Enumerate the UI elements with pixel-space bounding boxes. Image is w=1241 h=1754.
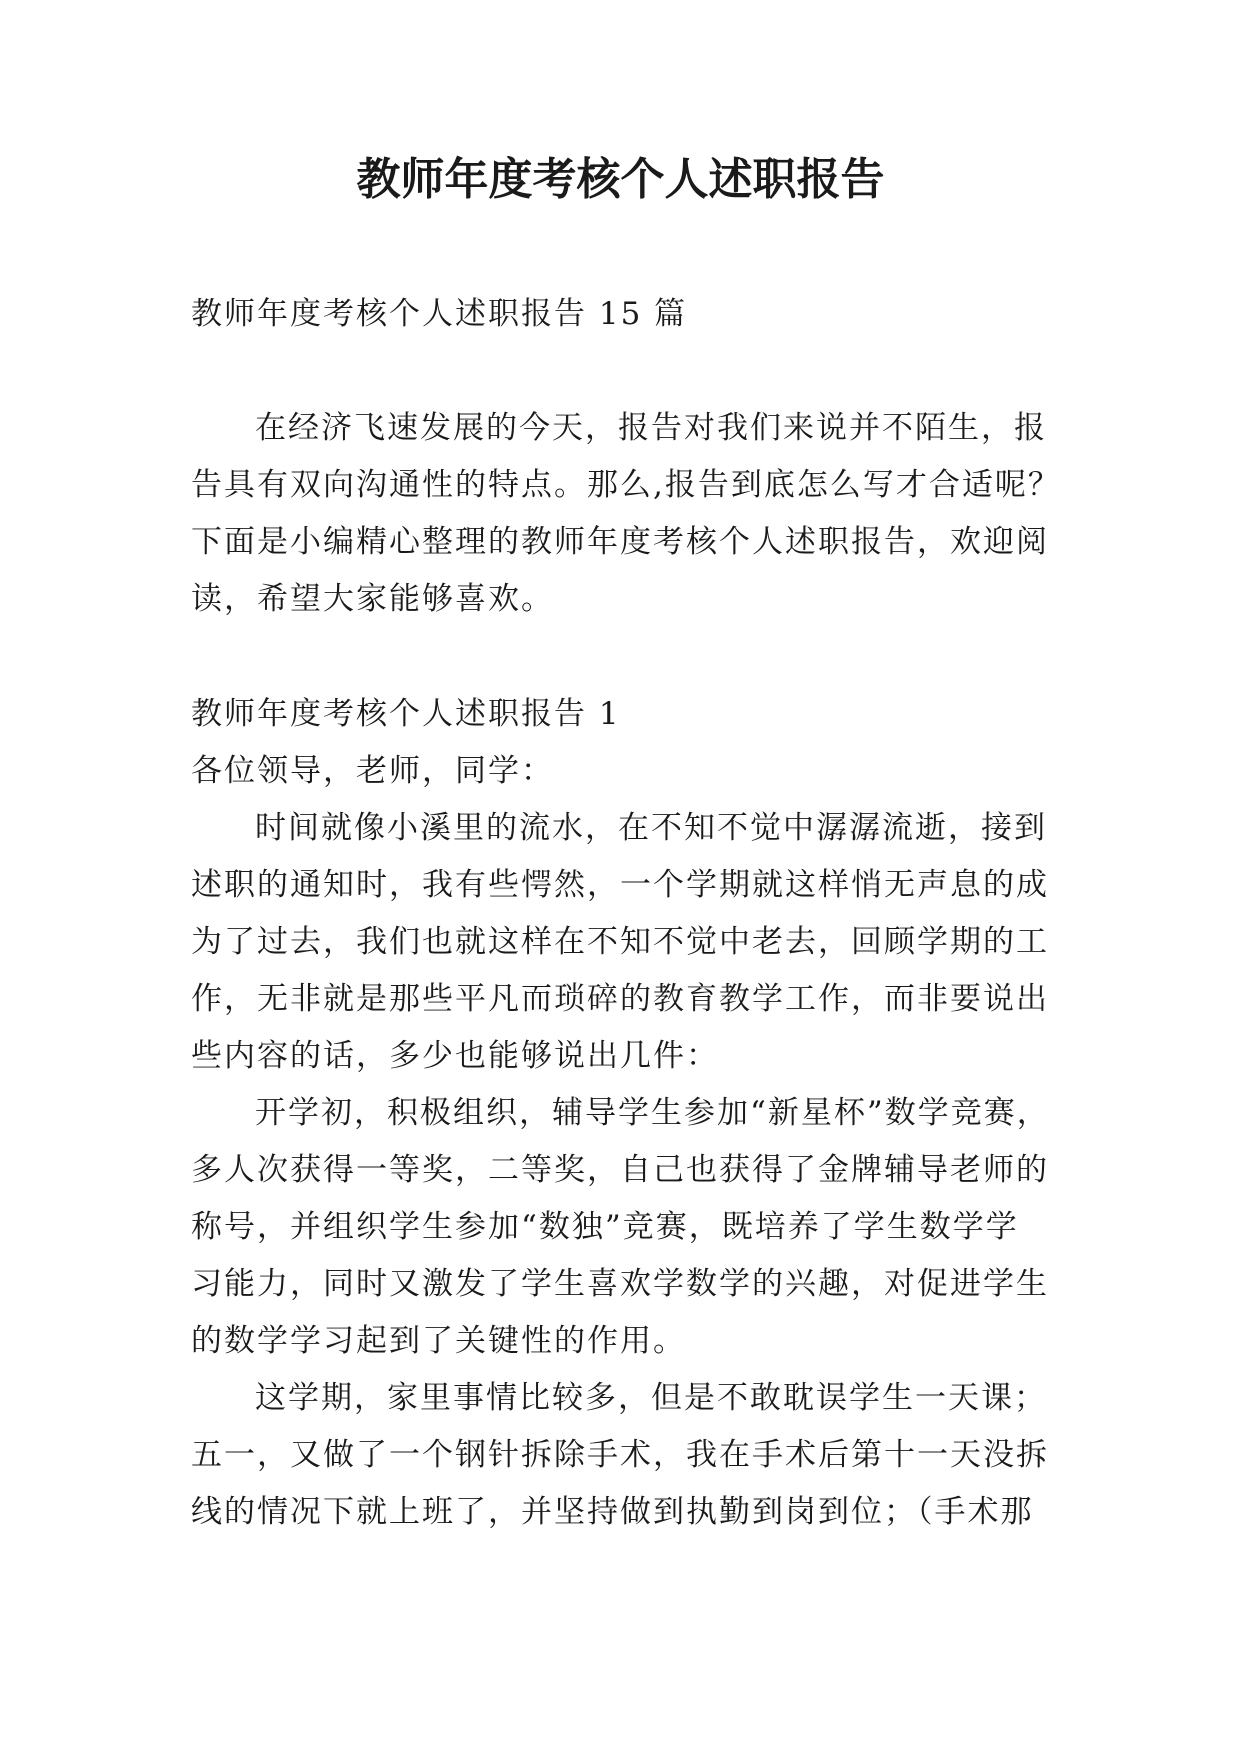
paragraph-line: 读，希望大家能够喜欢。 <box>191 581 554 617</box>
body-paragraph-3 <box>191 1370 1051 1541</box>
paragraph-line: 多人次获得一等奖，二等奖，自己也获得了金牌辅导老师的 <box>191 1152 1049 1188</box>
paragraph-line: 开学初，积极组织，辅导学生参加“新星杯”数学竞赛， <box>255 1095 1050 1131</box>
paragraph-line: 习能力，同时又激发了学生喜欢学数学的兴趣，对促进学生 <box>191 1266 1049 1302</box>
paragraph-line: 在经济飞速发展的今天，报告对我们来说并不陌生，报 <box>255 410 1047 446</box>
paragraph-line: 作，无非就是那些平凡而琐碎的教育教学工作，而非要说出 <box>191 981 1049 1017</box>
paragraph-line: 线的情况下就上班了，并坚持做到执勤到岗到位；（手术那 <box>191 1494 1034 1530</box>
intro-paragraph <box>191 400 1061 628</box>
paragraph-line: 下面是小编精心整理的教师年度考核个人述职报告，欢迎阅 <box>191 524 1049 560</box>
document-title: 教师年度考核个人述职报告 <box>356 154 885 205</box>
paragraph-line: 的数学学习起到了关键性的作用。 <box>191 1323 686 1359</box>
paragraph-line: 些内容的话，多少也能够说出几件： <box>191 1038 719 1074</box>
paragraph-line: 这学期，家里事情比较多，但是不敢耽误学生一天课； <box>255 1380 1047 1416</box>
paragraph-line: 为了过去，我们也就这样在不知不觉中老去，回顾学期的工 <box>191 924 1049 960</box>
salutation: 各位领导，老师，同学： <box>191 753 554 789</box>
body-paragraph-1 <box>191 800 1051 1085</box>
paragraph-line: 述职的通知时，我有些愕然，一个学期就这样悄无声息的成 <box>191 867 1049 903</box>
body-paragraph-2 <box>191 1085 1051 1370</box>
paragraph-line: 称号，并组织学生参加“数独”竞赛，既培养了学生数学学 <box>191 1209 1019 1245</box>
subtitle: 教师年度考核个人述职报告 15 篇 <box>191 296 688 332</box>
paragraph-line: 时间就像小溪里的流水，在不知不觉中潺潺流逝，接到 <box>255 810 1047 846</box>
section-heading: 教师年度考核个人述职报告 1 <box>191 696 621 732</box>
paragraph-line: 五一，又做了一个钢针拆除手术，我在手术后第十一天没拆 <box>191 1437 1049 1473</box>
document-body <box>191 286 1061 1541</box>
paragraph-line: 告具有双向沟通性的特点。那么,报告到底怎么写才合适呢？ <box>191 467 1061 503</box>
